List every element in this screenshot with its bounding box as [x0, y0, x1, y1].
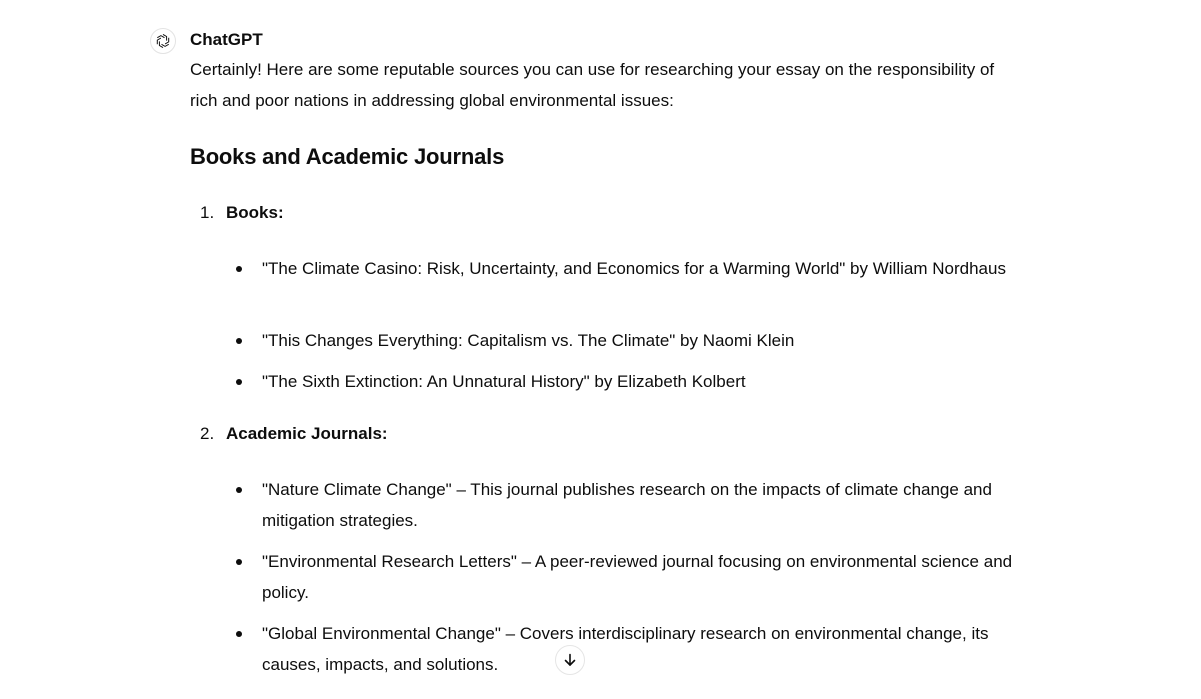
- bullet-dot: [236, 266, 242, 272]
- list-item-text: "The Climate Casino: Risk, Uncertainty, and Economics for a Warming World" by William Nordhaus: [262, 259, 1006, 278]
- avatar: [150, 28, 176, 54]
- message-content: [190, 28, 1020, 674]
- bullet-dot: [236, 338, 242, 344]
- list-item-text: "Global Environmental Change" – Covers interdisciplinary research on environmental change, its causes, impacts, and solutions.: [262, 624, 989, 674]
- openai-logo-icon: [154, 32, 172, 50]
- item-title: Academic Journals:: [226, 424, 388, 443]
- bullet-dot: [236, 559, 242, 565]
- item-title: Books:: [226, 203, 284, 222]
- scroll-to-bottom-button[interactable]: [555, 645, 585, 675]
- author-name: ChatGPT: [190, 30, 263, 49]
- list-item-text: "Nature Climate Change" – This journal publishes research on the impacts of climate change and mitigation strategies.: [262, 480, 992, 530]
- item-number: 2.: [200, 424, 215, 443]
- intro-text: Certainly! Here are some reputable sources you can use for researching your essay on the responsibility of rich and poor nations in addressing global environmental issues:: [190, 60, 995, 110]
- list-item-text: "Environmental Research Letters" – A peer-reviewed journal focusing on environmental science and policy.: [262, 552, 1013, 602]
- list-item-text: "This Changes Everything: Capitalism vs. The Climate" by Naomi Klein: [262, 331, 795, 350]
- section-heading: Books and Academic Journals: [190, 144, 505, 169]
- bullet-dot: [236, 631, 242, 637]
- arrow-down-icon: [562, 652, 578, 668]
- bullet-dot: [236, 379, 242, 385]
- bullet-dot: [236, 487, 242, 493]
- list-item-text: "The Sixth Extinction: An Unnatural History" by Elizabeth Kolbert: [262, 372, 746, 391]
- item-number: 1.: [200, 203, 215, 222]
